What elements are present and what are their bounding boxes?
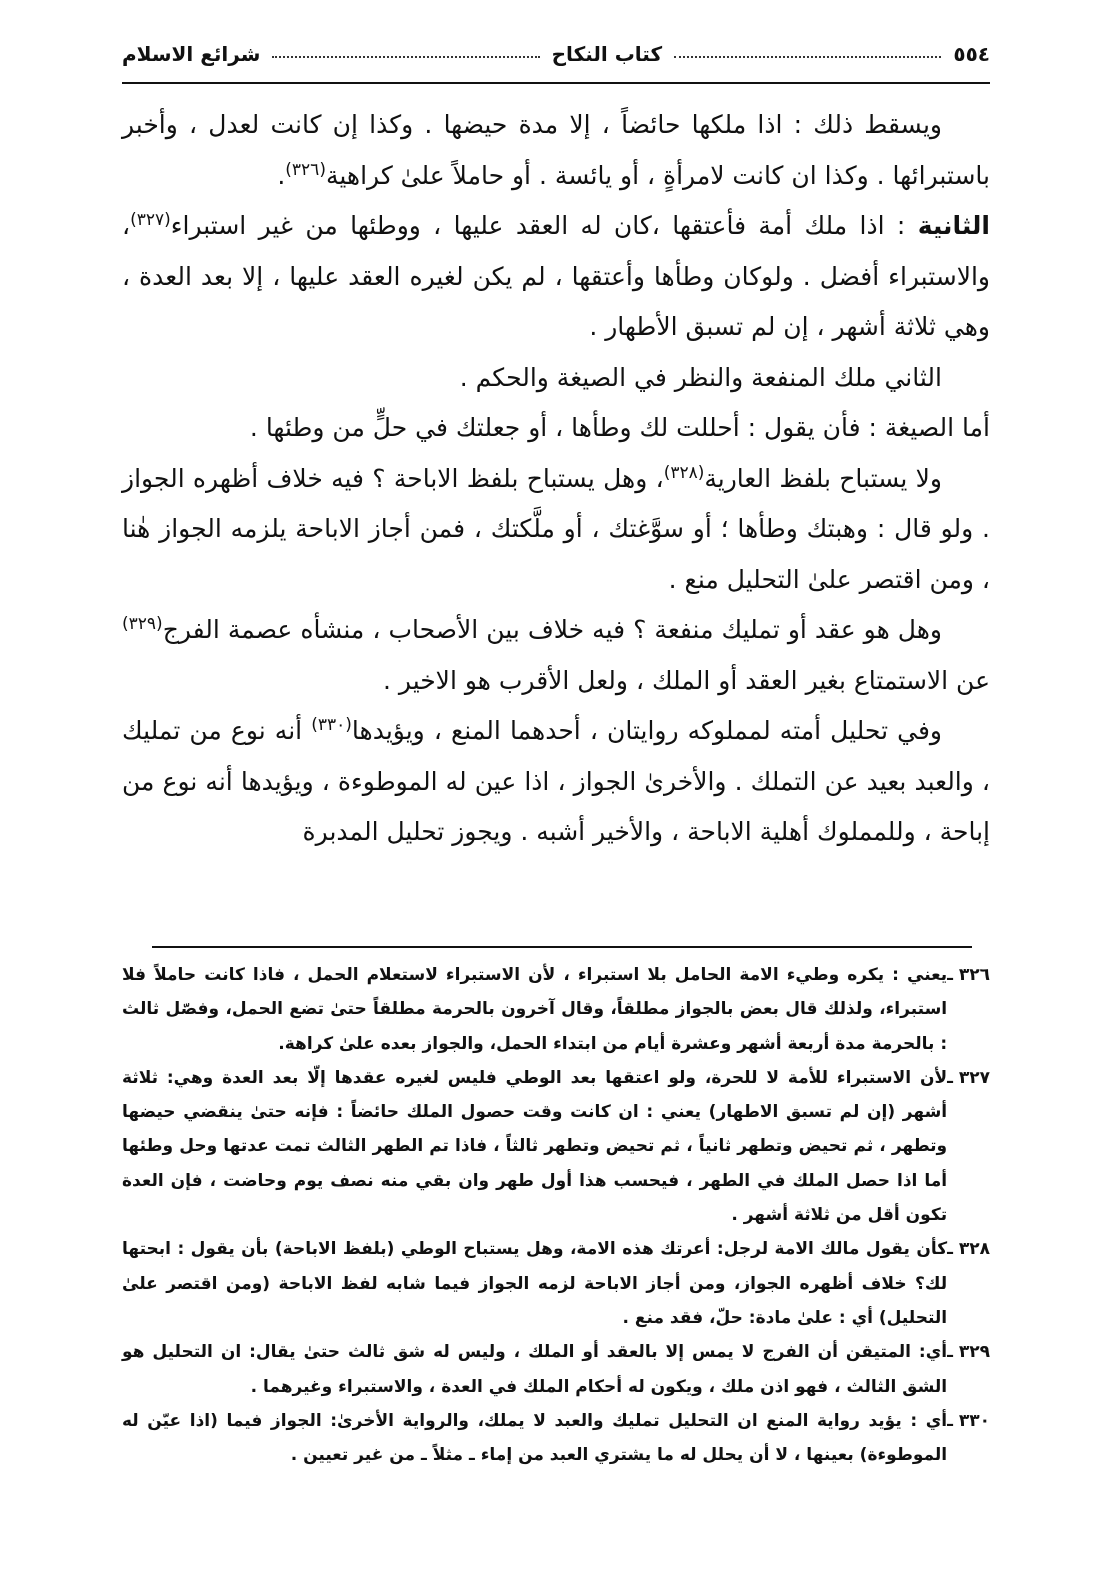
text-run: الثاني ملك المنفعة والنظر في الصيغة والحكم . bbox=[459, 362, 942, 392]
footnote-ref[interactable]: (٣٣٠) bbox=[311, 715, 352, 735]
text-run: ويسقط ذلك : اذا ملكها حائضاً ، إلا مدة حيضها . وكذا إن كانت لعدل ، وأخبر باستبرائها . وكذا ان كانت لامرأةٍ ، أو يائسة . أو حاملاً علىٰ كراهية bbox=[122, 110, 990, 190]
footnote bbox=[122, 1061, 990, 1232]
paragraph bbox=[122, 353, 990, 404]
header-dot-leader bbox=[272, 56, 539, 58]
text-run: وفي تحليل أمته لمملوكه روايتان ، أحدهما المنع ، ويؤيدها bbox=[351, 716, 942, 745]
paragraph bbox=[122, 403, 990, 454]
footnote-text: كأن يقول مالك الامة لرجل: أعرتك هذه الامة، وهل يستباح الوطي (بلفظ الاباحة) بأن يقول : ابحتها لك؟ خلاف أظهره الجواز، ومن أجاز الاباحة لزمه الجواز فيما شابه لفظ الاباحة (ومن اقتصر علىٰ التحليل) أي : علىٰ مادة: حلّ، فقد منع . bbox=[122, 1239, 948, 1328]
footnote-number: ٣٢٦ ـ bbox=[947, 965, 990, 985]
text-run: عن الاستمتاع بغير العقد أو الملك ، ولعل الأقرب هو الاخير . bbox=[383, 665, 990, 695]
footnote bbox=[122, 1232, 990, 1335]
paragraph bbox=[122, 605, 990, 706]
footnote-text: أي : يؤيد رواية المنع ان التحليل تمليك والعبد لا يملك، والرواية الأخرىٰ: الجواز فيما (اذا عيّن له الموطوءة) بعينها ، لا أن يحلل له ما يشتري العبد من إماء ـ مثلاً ـ من غير تعيين . bbox=[122, 1410, 948, 1466]
text-run: ولا يستباح بلفظ العارية bbox=[704, 463, 943, 493]
footnote-number: ٣٢٨ ـ bbox=[947, 1239, 990, 1260]
text-run: : اذا ملك أمة فأعتقها ،كان له العقد عليها ، ووطئها من غير استبراء bbox=[170, 211, 918, 240]
footnote-ref[interactable]: (٣٢٦) bbox=[285, 159, 326, 180]
footnote bbox=[122, 1335, 990, 1404]
main-text bbox=[122, 100, 990, 858]
text-run: وهل هو عقد أو تمليك منفعة ؟ فيه خلاف بين الأصحاب ، منشأه عصمة الفرج bbox=[162, 615, 942, 644]
footnote-number: ٣٣٠ ـ bbox=[947, 1410, 990, 1431]
footnote-separator bbox=[152, 946, 972, 948]
footnote-text: لأن الاستبراء للأمة لا للحرة، ولو اعتقها بعد الوطي فليس لغيره عقدها إلّا بعد العدة وهي: ثلاثة أشهر (إن لم تسبق الاطهار) يعني : ان كانت وقت حصول الملك حائضاً : فإنه حتىٰ ينقضي حيضها وتطهر ، ثم تحيض وتطهر ثانياً ، ثم تحيض وتطهر ثالثاً ، فاذا تم الطهر الثالث تمت عدتها وحل وطئها أما اذا حصل الملك في الطهر ، فيحسب هذا أول طهر وان بقي منه نصف يوم وحاضت ، فإن العدة تكون أقل من ثلاثة أشهر . bbox=[122, 1067, 948, 1226]
paragraph bbox=[122, 100, 990, 201]
paragraph bbox=[122, 201, 990, 353]
header-dot-leader bbox=[674, 56, 941, 58]
paragraph bbox=[122, 454, 990, 606]
text-run: ، وهل يستباح بلفظ الاباحة ؟ فيه خلاف أظهره الجواز . ولو قال : وهبتك وطأها ؛ أو سوَّغتك ، أو ملَّكتك ، فمن أجاز الاباحة يلزمه الجواز هٰنا ، ومن اقتصر علىٰ التحليل منع . bbox=[122, 463, 990, 594]
section-label: الثانية bbox=[917, 211, 990, 240]
footnote-ref[interactable]: (٣٢٨) bbox=[663, 462, 705, 483]
text-run: أما الصيغة : فأن يقول : أحللت لك وطأها ، أو جعلتك في حلٍّ من وطئها . bbox=[249, 413, 990, 442]
footnote-text: أي: المتيقن أن الفرج لا يمس إلا بالعقد أو الملك ، وليس له شق ثالث حتىٰ يقال: ان التحليل هو الشق الثالث ، فهو اذن ملك ، ويكون له أحكام الملك في العدة ، والاستبراء وغيرهما . bbox=[122, 1342, 948, 1397]
text-run: ، والاستبراء أفضل . ولوكان وطأها وأعتقها ، لم يكن لغيره العقد عليها ، إلا بعد العدة ، وهي ثلاثة أشهر ، إن لم تسبق الأطهار . bbox=[122, 211, 990, 341]
book-title: شرائع الاسلام bbox=[122, 42, 261, 66]
paragraph bbox=[122, 706, 990, 858]
footnote-ref[interactable]: (٣٢٩) bbox=[122, 614, 163, 634]
page-number: ٥٥٤ bbox=[953, 42, 990, 66]
footnotes bbox=[122, 958, 990, 1472]
footnote-number: ٣٢٩ ـ bbox=[947, 1342, 990, 1363]
footnote-text: يعني : يكره وطيء الامة الحامل بلا استبراء ، لأن الاستبراء لاستعلام الحمل ، فاذا كانت حاملاً فلا استبراء، ولذلك قال بعض بالجواز مطلقاً، وقال آخرون بالحرمة مطلقاً حتىٰ تضع الحمل، وفصّل ثالث : بالحرمة مدة أربعة أشهر وعشرة أيام من ابتداء الحمل، والجواز بعده علىٰ كراهة. bbox=[122, 965, 948, 1054]
footnote bbox=[122, 958, 990, 1061]
footnote bbox=[122, 1404, 990, 1473]
text-run: . bbox=[277, 160, 286, 190]
footnote-ref[interactable]: (٣٢٧) bbox=[130, 210, 171, 230]
footnote-number: ٣٢٧ ـ bbox=[947, 1067, 990, 1088]
text-run: أنه نوع من تمليك ، والعبد بعيد عن التملك . والأخرىٰ الجواز ، اذا عين له الموطوءة ، ويؤيدها أنه نوع من إباحة ، وللمملوك أهلية الاباحة ، والأخير أشبه . ويجوز تحليل المدبرة bbox=[122, 716, 990, 846]
chapter-title: كتاب النكاح bbox=[551, 42, 663, 66]
running-header bbox=[122, 42, 990, 84]
